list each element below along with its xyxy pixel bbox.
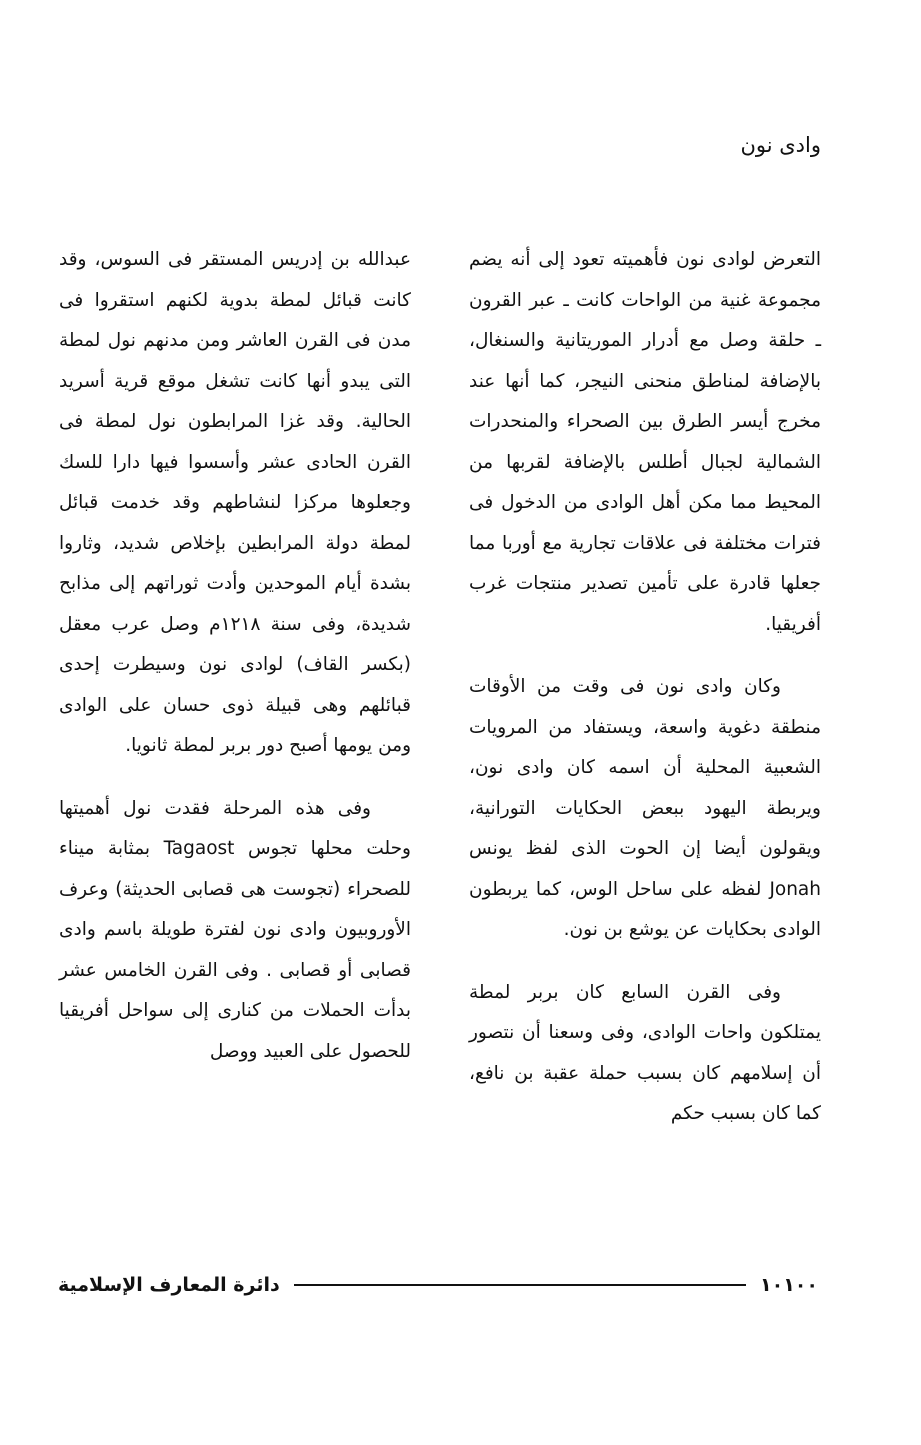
- footer-rule: [294, 1284, 746, 1286]
- page-number: ١٠١٠٠: [760, 1274, 818, 1296]
- right-paragraph-2: وكان وادى نون فى وقت من الأوقات منطقة دغوية واسعة، ويستفاد من المرويات الشعبية المحلية أن اسمه كان وادى نون، ويربطة اليهود ببعض الحكايات التورانية، ويقولون أيضا إن الحوت الذى لفظ يونس Jonah لفظه على ساحل الوس، كما يربطون الوادى بحكايات عن يوشع بن نون.: [469, 676, 821, 940]
- right-paragraph-3: وفى القرن السابع كان بربر لمطة يمتلكون واحات الوادى، وفى وسعنا أن نتصور أن إسلامهم كان بسبب حملة عقبة بن نافع، كما كان بسبب حكم: [469, 981, 821, 1124]
- page-footer: [58, 1268, 818, 1302]
- running-head: وادى نون: [740, 133, 821, 157]
- encyclopedia-title: دائرة المعارف الإسلامية: [58, 1274, 280, 1296]
- left-paragraph-2: وفى هذه المرحلة فقدت نول أهميتها وحلت محلها تجوس Tagaost بمثابة ميناء للصحراء (تجوست هى قصابى الحديثة) وعرف الأوروبيون وادى نون لفترة طويلة باسم وادى قصابى أو قصابى . وفى القرن الخامس عشر بدأت الحملات من كنارى إلى سواحل أفريقيا للحصول على العبيد ووصل: [59, 797, 411, 1062]
- left-column: [59, 240, 411, 1094]
- right-paragraph-1: التعرض لوادى نون فأهميته تعود إلى أنه يضم مجموعة غنية من الواحات كانت ـ عبر القرون ـ حلقة وصل مع أدرار الموريتانية والسنغال، بالإضافة لمناطق منحنى النيجر، كما أنها عند مخرج أيسر الطرق بين الصحراء والمنحدرات الشمالية لجبال أطلس بالإضافة لقربها من المحيط مما مكن أهل الوادى من الدخول فى فترات مختلفة فى علاقات تجارية مع أوربا مما جعلها قادرة على تأمين تصدير منتجات غرب أفريقيا.: [469, 249, 821, 635]
- right-column: [469, 240, 821, 1157]
- left-paragraph-1: عبدالله بن إدريس المستقر فى السوس، وقد كانت قبائل لمطة بدوية لكنهم استقروا فى مدن فى القرن العاشر ومن مدنهم نول لمطة التى يبدو أنها كانت تشغل موقع قرية أسريد الحالية. وقد غزا المرابطون نول لمطة فى القرن الحادى عشر وأسسوا فيها دارا للسك وجعلوها مركزا لنشاطهم وقد خدمت قبائل لمطة دولة المرابطين بإخلاص شديد، وثاروا بشدة أيام الموحدين وأدت ثوراتهم إلى مذابح شديدة، وفى سنة ١٢١٨م وصل عرب معقل (بكسر القاف) لوادى نون وسيطرت إحدى قبائلهم وهى قبيلة ذوى حسان على الوادى ومن يومها أصبح دور بربر لمطة ثانويا.: [59, 249, 411, 756]
